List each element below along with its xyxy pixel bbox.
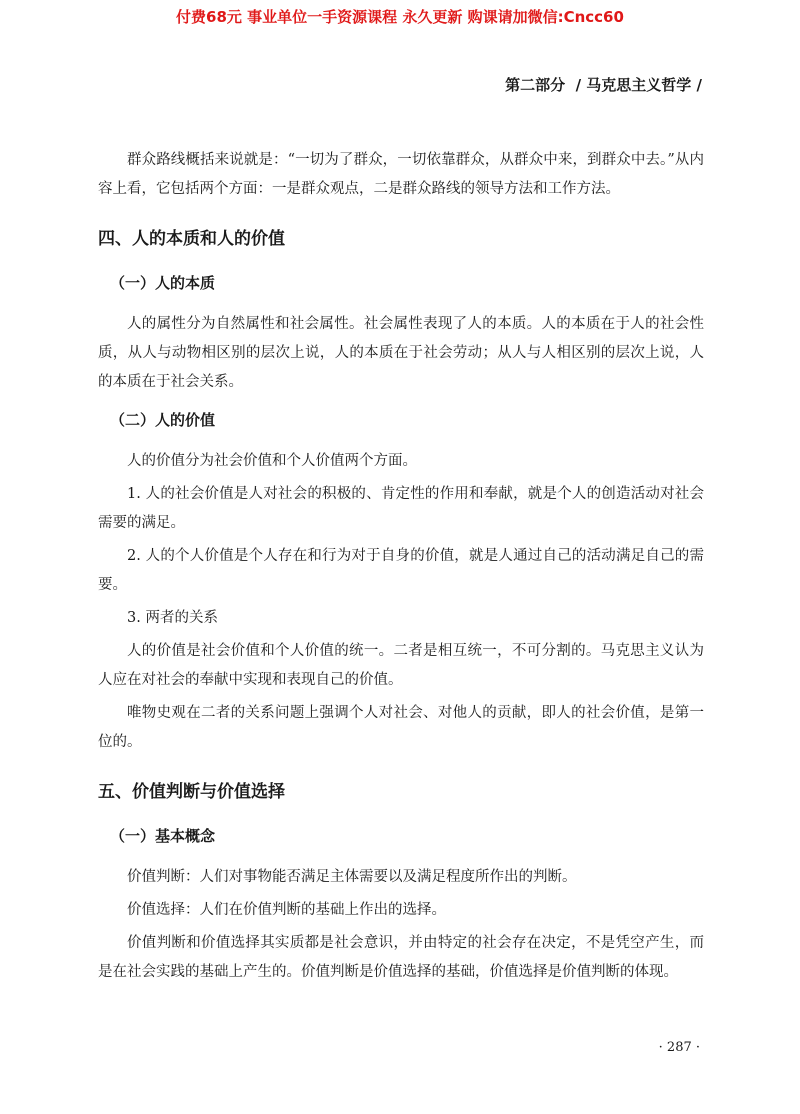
paragraph-personal-value: 2. 人的个人价值是个人存在和行为对于自身的价值，就是人通过自己的活动满足自己的需要。: [98, 548, 704, 593]
section-heading-4: 四、人的本质和人的价值: [98, 229, 285, 249]
paragraph-relationship-title: 3. 两者的关系: [127, 610, 218, 626]
paragraph-human-value-intro: 人的价值分为社会价值和个人价值两个方面。: [127, 453, 417, 469]
subsection-heading-5-1: （一）基本概念: [110, 827, 216, 845]
paragraph-relationship: 人的价值是社会价值和个人价值的统一。二者是相互统一，不可分割的。马克思主义认为人应在对社会的奉献中实现和表现自己的价值。: [98, 643, 704, 688]
paragraph-mass-line: 群众路线概括来说就是：“一切为了群众，一切依靠群众，从群众中来，到群众中去。”从内容上看，它包括两个方面：一是群众观点，二是群众路线的领导方法和工作方法。: [98, 152, 704, 197]
page-number: · 287 ·: [658, 1040, 700, 1055]
page-body: [98, 146, 704, 993]
watermark-banner: 付费68元 事业单位一手资源课程 永久更新 购课请加微信:Cncc60: [176, 8, 624, 26]
running-header: 第二部分 / 马克思主义哲学 /: [505, 76, 702, 94]
paragraph-value-relationship: 价值判断和价值选择其实质都是社会意识，并由特定的社会存在决定，不是凭空产生，而是在社会实践的基础上产生的。价值判断是价值选择的基础，价值选择是价值判断的体现。: [98, 935, 704, 980]
subsection-heading-4-1: （一）人的本质: [110, 274, 216, 292]
paragraph-historical-materialism: 唯物史观在二者的关系问题上强调个人对社会、对他人的贡献，即人的社会价值，是第一位的。: [98, 705, 704, 750]
paragraph-human-essence: 人的属性分为自然属性和社会属性。社会属性表现了人的本质。人的本质在于人的社会性质，从人与动物相区别的层次上说，人的本质在于社会劳动；从人与人相区别的层次上说，人的本质在于社会关系。: [98, 316, 704, 390]
paragraph-social-value: 1. 人的社会价值是人对社会的积极的、肯定性的作用和奉献，就是个人的创造活动对社会需要的满足。: [98, 486, 704, 531]
section-heading-5: 五、价值判断与价值选择: [98, 782, 285, 802]
paragraph-value-judgment: 价值判断：人们对事物能否满足主体需要以及满足程度所作出的判断。: [127, 869, 577, 885]
paragraph-value-choice: 价值选择：人们在价值判断的基础上作出的选择。: [127, 902, 446, 918]
subsection-heading-4-2: （二）人的价值: [110, 411, 216, 429]
